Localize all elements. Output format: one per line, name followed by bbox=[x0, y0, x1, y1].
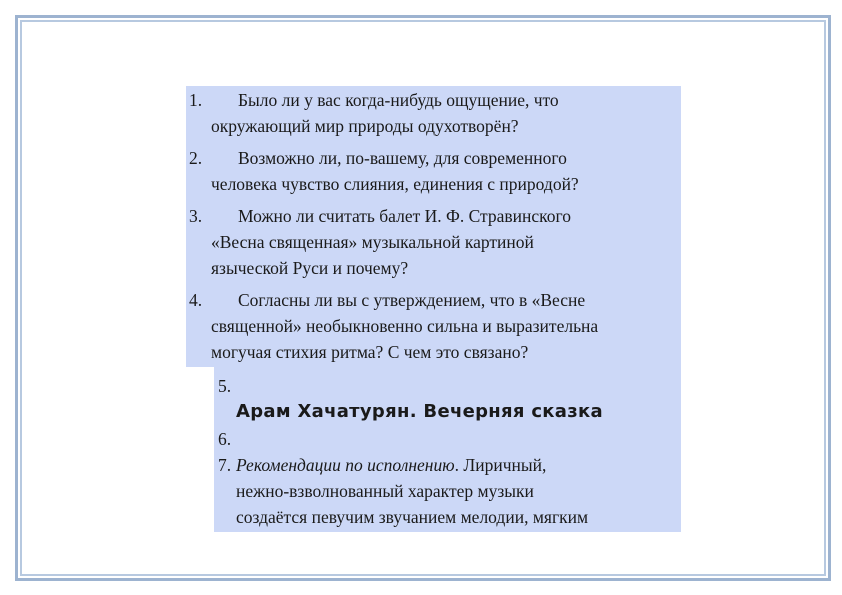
question-line: языческой Руси и почему? bbox=[211, 258, 409, 278]
piece-title: Арам Хачатурян. Вечерняя сказка bbox=[236, 401, 603, 422]
recommendation-heading: Рекомендации по исполнению bbox=[236, 455, 455, 475]
question-line: человека чувство слияния, единения с природой? bbox=[211, 174, 579, 194]
list-number-6: 6. bbox=[218, 429, 232, 449]
question-number: 2. bbox=[189, 148, 203, 168]
recommendation-line-3: создаётся певучим звучанием мелодии, мягким bbox=[236, 507, 589, 527]
recommendation-line-1 bbox=[236, 452, 546, 478]
question-number: 1. bbox=[189, 90, 203, 110]
question-line: могучая стихия ритма? С чем это связано? bbox=[211, 342, 529, 362]
question-line: Возможно ли, по-вашему, для современного bbox=[238, 148, 567, 168]
question-line: Согласны ли вы с утверждением, что в «Весне bbox=[238, 290, 586, 310]
question-line: Было ли у вас когда-нибудь ощущение, что bbox=[238, 90, 559, 110]
recommendation-text: . Лиричный, bbox=[454, 455, 547, 475]
question-line: Можно ли считать балет И. Ф. Стравинского bbox=[238, 206, 572, 226]
question-line: окружающий мир природы одухотворён? bbox=[211, 116, 519, 136]
recommendation-line-2: нежно-взволнованный характер музыки bbox=[236, 481, 534, 501]
question-number: 4. bbox=[189, 290, 203, 310]
question-number: 3. bbox=[189, 206, 203, 226]
list-number-7: 7. bbox=[218, 455, 232, 475]
list-number-5: 5. bbox=[218, 376, 232, 396]
question-line: «Весна священная» музыкальной картиной bbox=[211, 232, 534, 252]
question-line: священной» необыкновенно сильна и выразительна bbox=[211, 316, 599, 336]
